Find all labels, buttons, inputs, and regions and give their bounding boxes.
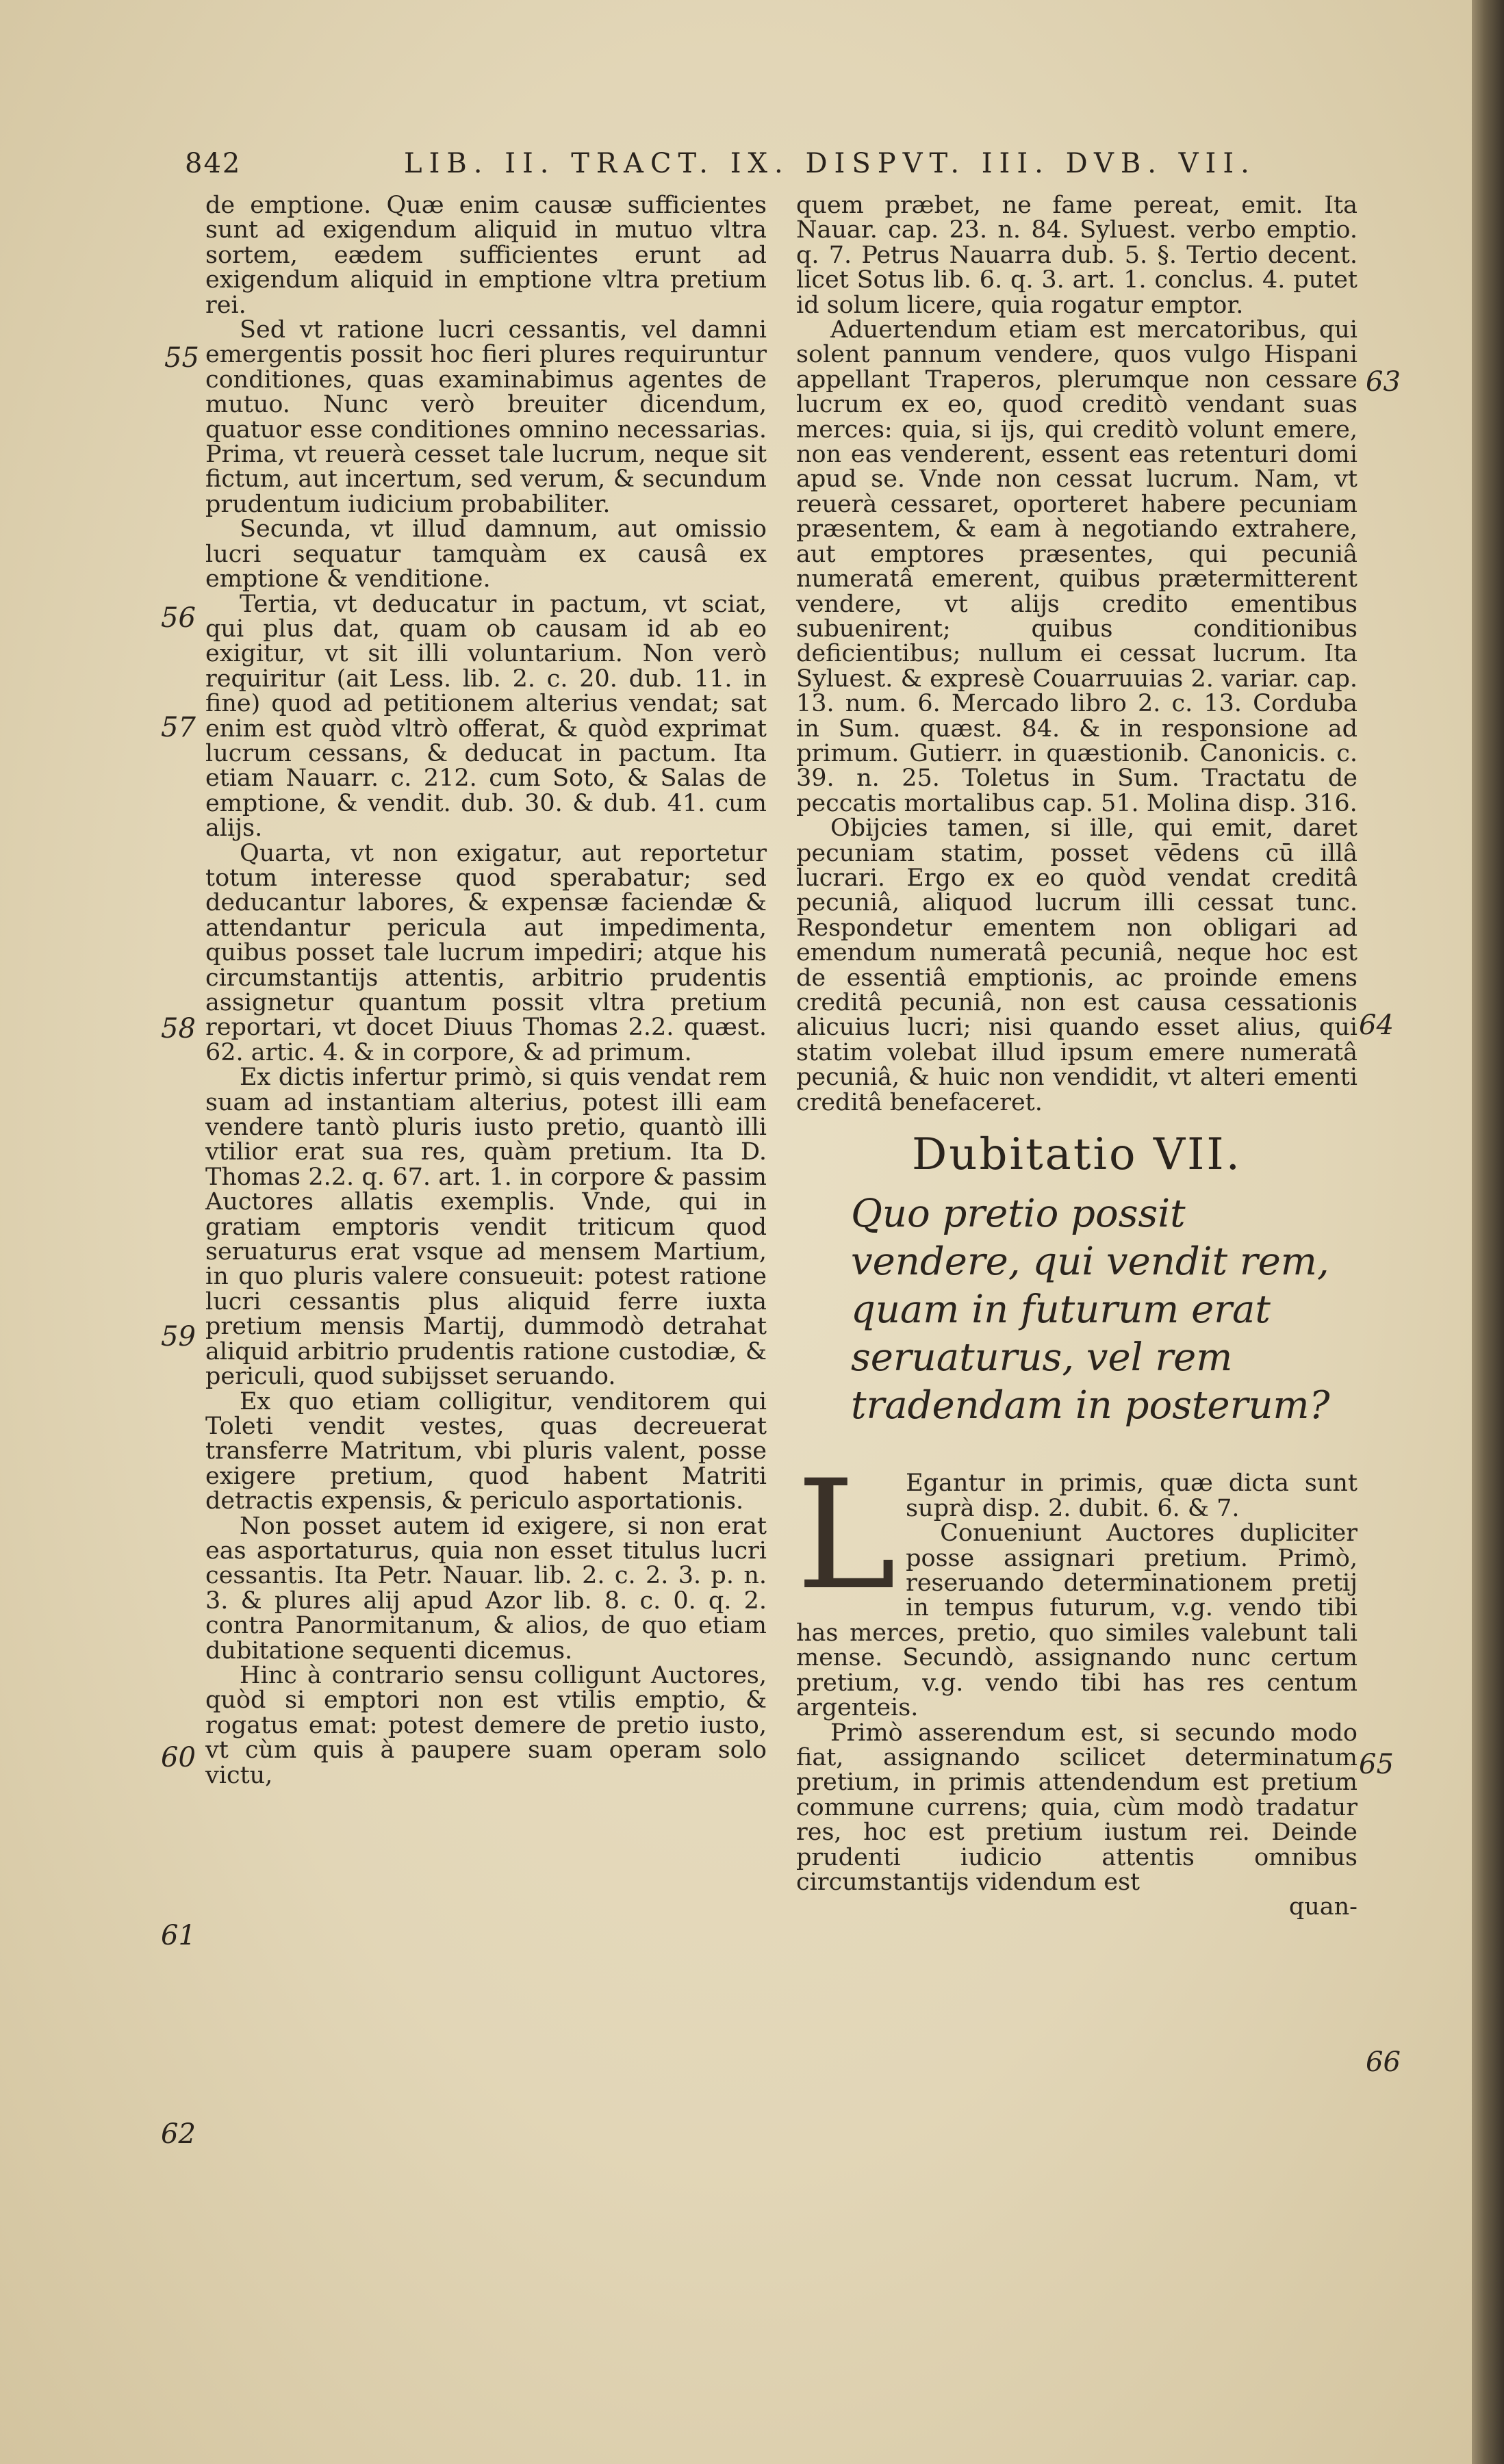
margin-number: 62: [161, 2118, 196, 2150]
paragraph-text: Egantur in primis, quæ dicta sunt suprà disp. 2. dubit. 6. & 7.: [906, 1470, 1358, 1522]
page-number: 842: [185, 148, 242, 179]
drop-cap: L: [796, 1448, 897, 1624]
dubitatio-question: Quo pretio possit vendere, qui vendit rem, quam in futurum erat seruaturus, vel rem tradendam in posterum?: [851, 1192, 1330, 1428]
left-column: [205, 193, 767, 1788]
paragraph: Quarta, vt non exigatur, aut reportetur totum interesse quod sperabatur; sed deducantur labores, & expensæ faciendæ & attendantur pericula aut impedimenta, quibus posset tale lucrum impediri; atque his circumstantijs attentis, arbitrio prudentis assignetur quantum possit vltra pretium reportari, vt docet Diuus Thomas 2.2. quæst. 62. artic. 4. & in corpore, & ad primum.: [205, 839, 767, 1066]
running-header: [185, 148, 1355, 182]
margin-number: 66: [1366, 2046, 1401, 2078]
paragraph: Tertia, vt deducatur in pactum, vt sciat, qui plus dat, quam ob causam id ab eo exigitur, vt sit illi voluntarium. Non verò requiritur (ait Less. lib. 2. c. 20. dub. 11. in fine) quod ad petitionem alterius vendat; sat enim est quòd vltrò offerat, & quòd exprimat lucrum cessans, & deducat in pactum. Ita etiam Nauarr. c. 212. cum Soto, & Salas de emptione, & vendit. dub. 30. & dub. 41. cum alijs.: [205, 590, 767, 843]
margin-number: 64: [1359, 1010, 1394, 1041]
paragraph: Primò asserendum est, si secundo modo fiat, assignando scilicet determinatum pretium, in primis attendendum est pretium commune currens; quia, cùm modò tradatur res, hoc est pretium iustum rei. Deinde prudenti iudicio attentis omnibus circumstantijs videndum est: [796, 1719, 1358, 1896]
margin-number: 63: [1366, 366, 1401, 398]
catchword: quan-: [1288, 1893, 1358, 1921]
margin-number: 59: [161, 1321, 196, 1352]
right-column: [796, 193, 1358, 1920]
paragraph: Secunda, vt illud damnum, aut omissio lucri sequatur tamquàm ex causâ ex emptione & venditione.: [205, 515, 767, 593]
paragraph: Ex dictis infertur primò, si quis vendat rem suam ad instantiam alterius, potest illi eam vendere tantò pluris iusto pretio, quantò illi vtilior erat sua res, quàm pretium. Ita D. Thomas 2.2. q. 67. art. 1. in corpore & passim Auctores allatis exemplis. Vnde, qui in gratiam emptoris vendit triticum quod seruaturus erat vsque ad mensem Martium, in quo pluris valere consueuit: potest ratione lucri cessantis plus aliquid ferre iuxta pretium mensis Martij, dummodò detrahat aliquid arbitrio prudentis ratione custodiæ, & periculi, quod subijsset seruando.: [205, 1064, 767, 1391]
paragraph: Non posset autem id exigere, si non erat eas asportaturus, quia non esset titulus lucri cessantis. Ita Petr. Nauar. lib. 2. c. 2. 3. p. n. 3. & plures alij apud Azor lib. 8. c. 0. q. 2. contra Panormitanum, & alios, de quo etiam dubitatione sequenti dicemus.: [205, 1512, 767, 1665]
margin-number: 55: [164, 342, 199, 374]
paragraph: de emptione. Quæ enim causæ sufficientes sunt ad exigendum aliquid in mutuo vltra sortem, eædem sufficientes erunt ad exigendum aliquid in emptione vltra pretium rei.: [205, 192, 767, 319]
margin-number: 65: [1359, 1749, 1394, 1780]
page-edge: [1472, 0, 1504, 2464]
paragraph: Obijcies tamen, si ille, qui emit, daret pecuniam statim, posset vēdens cū illâ lucrari. Ergo ex eo quòd vendat creditâ pecuniâ, aliquod lucrum illi cessat tunc. Respondetur ementem non obligari ad emendum numeratâ pecuniâ, neque hoc est de essentiâ emptionis, ac proinde emens creditâ pecuniâ, non est causa cessationis alicuius lucri; nisi quando esset alius, qui statim volebat illud ipsum emere numeratâ pecuniâ, & huic non vendidit, vt alteri ementi creditâ benefaceret.: [796, 814, 1358, 1116]
margin-number: 60: [161, 1742, 196, 1773]
dubitatio-heading: Dubitatio VII.: [911, 1129, 1242, 1181]
paragraph: Aduertendum etiam est mercatoribus, qui solent pannum vendere, quos vulgo Hispani appellant Traperos, plerumque non cessare lucrum ex eo, quod creditò vendant suas merces: quia, si ijs, qui creditò volunt emere, non eas venderent, essent eas retenturi domi apud se. Vnde non cessat lucrum. Nam, vt reuerà cessaret, oporteret habere pecuniam præsentem, & eam à negotiando extrahere, aut emptores præsentes, qui pecuniâ numeratâ emerent, quibus prætermitterent vendere, vt alijs credito ementibus subuenirent; quibus conditionibus deficientibus; nullum ei cessat lucrum. Ita Syluest. & expresè Couarruuias 2. variar. cap. 13. num. 6. Mercado libro 2. c. 13. Corduba in Sum. quæst. 84. & in responsione ad primum. Gutierr. in quæstionib. Canonicis. c. 39. n. 25. Toletus in Sum. Tractatu de peccatis mortalibus cap. 51. Molina disp. 316.: [796, 316, 1358, 817]
margin-number: 56: [161, 602, 196, 634]
paragraph: Sed vt ratione lucri cessantis, vel damni emergentis possit hoc fieri plures requiruntur conditiones, quas examinabimus agentes de mutuo. Nunc verò breuiter dicendum, quatuor esse conditiones omnino necessarias. Prima, vt reuerà cesset tale lucrum, neque sit fictum, aut incertum, sed verum, & secundum prudentum iudicium probabiliter.: [205, 316, 767, 518]
margin-number: 58: [161, 1013, 196, 1044]
paragraph: Hinc à contrario sensu colligunt Auctores, quòd si emptori non est vtilis emptio, & rogatus emat: potest demere de pretio iusto, vt cùm quis à paupere suam operam solo victu,: [205, 1661, 767, 1789]
paragraph: Conueniunt Auctores dupliciter posse assignari pretium. Primò, reseruando determinationem pretij in tempus futurum, v.g. vendo tibi has merces, pretio, quo similes valebunt tali mense. Secundò, assignando nunc certum pretium, v.g. vendo tibi has res centum argenteis.: [796, 1519, 1358, 1722]
paragraph: quem præbet, ne fame pereat, emit. Ita Nauar. cap. 23. n. 84. Syluest. verbo emptio. q. 7. Petrus Nauarra dub. 5. §. Tertio decent. licet Sotus lib. 6. q. 3. art. 1. conclus. 4. putet id solum licere, quia rogatur emptor.: [796, 192, 1358, 319]
margin-number: 61: [161, 1920, 196, 1951]
paragraph: Ex quo etiam colligitur, venditorem qui Toleti vendit vestes, quas decreuerat transferre Matritum, vbi pluris valent, posse exigere pretium, quod habent Matriti detractis expensis, & periculo asportationis.: [205, 1387, 767, 1515]
running-title: LIB. II. TRACT. IX. DISPVT. III. DVB. VII.: [404, 148, 1256, 179]
margin-number: 57: [161, 712, 196, 743]
